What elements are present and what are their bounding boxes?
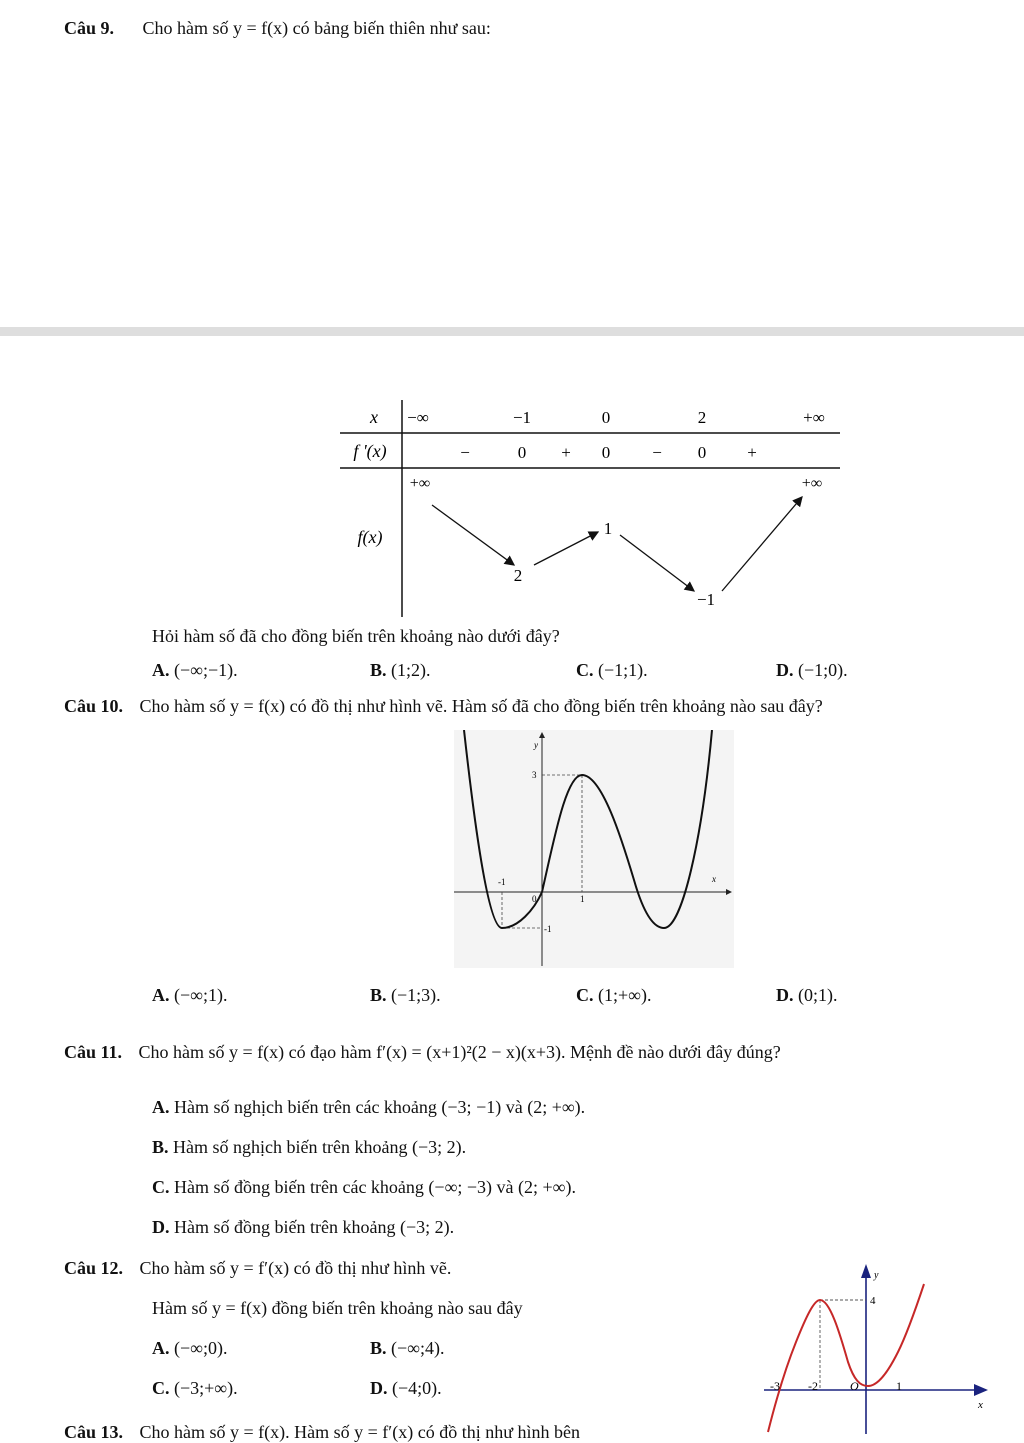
sign-2: + — [561, 443, 571, 462]
q10-header — [64, 696, 823, 717]
q12-option-c — [152, 1378, 238, 1399]
graph-y-label: y — [534, 740, 538, 750]
q9-option-c — [576, 660, 648, 681]
q11-option-a — [152, 1097, 585, 1118]
option-letter: B. — [370, 985, 387, 1005]
table-x-label: x — [370, 407, 378, 427]
x-val-2: 2 — [697, 408, 707, 427]
q12-option-d — [370, 1378, 442, 1399]
option-text: (−1;1). — [598, 660, 648, 680]
option-letter: B. — [370, 660, 387, 680]
q10-text: Cho hàm số y = f(x) có đồ thị như hình vẽ. Hàm số đã cho đồng biến trên khoảng nào sau đây? — [139, 696, 823, 716]
screenshot-divider — [0, 327, 1024, 336]
option-text: (−∞;1). — [174, 985, 228, 1005]
q12-text: Cho hàm số y = f′(x) có đồ thị như hình vẽ. — [139, 1258, 452, 1278]
graph-tick-m3: -3 — [770, 1379, 780, 1393]
q12-label: Câu 12. — [64, 1258, 124, 1278]
arrow-down-2 — [620, 535, 694, 591]
x-val-0: 0 — [601, 408, 611, 427]
graph-origin: 0 — [532, 894, 537, 904]
derivative-curve — [768, 1284, 924, 1432]
sign-4: + — [747, 443, 757, 462]
option-text: (−3;+∞). — [174, 1378, 238, 1398]
option-letter: D. — [152, 1217, 170, 1237]
option-letter: A. — [152, 660, 170, 680]
q11-header — [64, 1042, 781, 1063]
q13-header — [64, 1422, 580, 1443]
q12-option-b — [370, 1338, 445, 1359]
q9-question: Hỏi hàm số đã cho đồng biến trên khoảng nào dưới đây? — [152, 626, 560, 646]
sign-zero-2: 0 — [601, 443, 611, 462]
q9-label: Câu 9. — [64, 18, 115, 38]
q9-option-a — [152, 660, 238, 681]
q9-header — [64, 18, 491, 39]
option-text: (−4;0). — [392, 1378, 442, 1398]
f-val-minus1: −1 — [696, 590, 716, 609]
option-letter: B. — [152, 1137, 169, 1157]
q10-option-a — [152, 985, 227, 1006]
option-text: Hàm số nghịch biến trên khoảng (−3; 2). — [173, 1137, 467, 1157]
option-text: (−1;0). — [798, 660, 848, 680]
q12-header — [64, 1258, 451, 1279]
q12-option-a — [152, 1338, 227, 1359]
f-val-1: 1 — [603, 519, 613, 538]
arrow-up-2 — [722, 497, 802, 591]
graph-tick-3: 3 — [532, 770, 537, 780]
sign-zero-1: 0 — [517, 443, 527, 462]
q11-option-d — [152, 1217, 454, 1238]
option-letter: A. — [152, 1338, 170, 1358]
graph-origin: O — [850, 1379, 859, 1393]
option-letter: C. — [152, 1378, 170, 1398]
option-text: (−∞;4). — [391, 1338, 445, 1358]
graph-y-label: y — [874, 1270, 879, 1281]
x-val-pos-inf: +∞ — [803, 408, 825, 427]
sign-1: − — [460, 443, 470, 462]
table-f-label: f(x) — [357, 527, 383, 547]
variation-table — [340, 395, 850, 620]
table-fprime-label: f '(x) — [353, 441, 387, 461]
q9-option-d — [776, 660, 848, 681]
option-letter: D. — [776, 660, 794, 680]
q11-option-b — [152, 1137, 466, 1158]
option-text: (1;+∞). — [598, 985, 652, 1005]
q11-text: Cho hàm số y = f(x) có đạo hàm f′(x) = (x+1)²(2 − x)(x+3). Mệnh đề nào dưới đây đúng? — [138, 1042, 781, 1062]
option-text: Hàm số đồng biến trên các khoảng (−∞; −3) và (2; +∞). — [174, 1177, 577, 1197]
q13-label: Câu 13. — [64, 1422, 124, 1442]
x-val-neg-inf: −∞ — [407, 408, 429, 427]
option-text: Hàm số đồng biến trên khoảng (−3; 2). — [174, 1217, 455, 1237]
q9-option-b — [370, 660, 431, 681]
arrow-down-1 — [432, 505, 514, 565]
q12-graph — [764, 1262, 994, 1434]
f-val-pos-inf-left: +∞ — [409, 475, 431, 492]
option-letter: D. — [776, 985, 794, 1005]
option-text: Hàm số nghịch biến trên các khoảng (−3; −1) và (2; +∞). — [174, 1097, 586, 1117]
q10-graph — [454, 730, 734, 968]
option-text: (0;1). — [798, 985, 838, 1005]
q9-text: Cho hàm số y = f(x) có bảng biến thiên như sau: — [142, 18, 491, 38]
graph-tick-m1y: -1 — [544, 924, 552, 934]
graph-tick-1: 1 — [896, 1379, 902, 1393]
arrow-up-1 — [534, 532, 598, 565]
f-val-2: 2 — [513, 566, 523, 585]
q10-option-d — [776, 985, 838, 1006]
option-text: (−∞;0). — [174, 1338, 228, 1358]
x-val-minus1: −1 — [512, 408, 532, 427]
option-letter: B. — [370, 1338, 387, 1358]
graph-tick-m2: -2 — [808, 1379, 818, 1393]
graph-tick-1: 1 — [580, 894, 585, 904]
option-letter: D. — [370, 1378, 388, 1398]
option-letter: C. — [576, 985, 594, 1005]
graph-background — [454, 730, 734, 968]
q10-label: Câu 10. — [64, 696, 124, 716]
option-text: (−∞;−1). — [174, 660, 238, 680]
option-text: (−1;3). — [391, 985, 441, 1005]
q10-option-b — [370, 985, 441, 1006]
option-letter: C. — [152, 1177, 170, 1197]
x-axis-arrow-icon — [974, 1384, 988, 1396]
q12-question: Hàm số y = f(x) đồng biến trên khoảng nào sau đây — [152, 1298, 523, 1318]
graph-x-label: x — [978, 1399, 983, 1411]
sign-zero-3: 0 — [697, 443, 707, 462]
sign-3: − — [652, 443, 662, 462]
q13-text: Cho hàm số y = f(x). Hàm số y = f′(x) có đồ thị như hình bên — [139, 1422, 580, 1442]
f-val-pos-inf-right: +∞ — [801, 475, 823, 492]
q10-option-c — [576, 985, 651, 1006]
graph-x-label: x — [712, 874, 716, 884]
graph-tick-4: 4 — [870, 1295, 876, 1307]
q11-label: Câu 11. — [64, 1042, 123, 1062]
option-letter: A. — [152, 1097, 170, 1117]
option-text: (1;2). — [391, 660, 431, 680]
option-letter: A. — [152, 985, 170, 1005]
graph-tick-m1x: -1 — [498, 877, 506, 887]
q11-option-c — [152, 1177, 576, 1198]
y-axis-arrow-icon — [861, 1264, 871, 1278]
option-letter: C. — [576, 660, 594, 680]
